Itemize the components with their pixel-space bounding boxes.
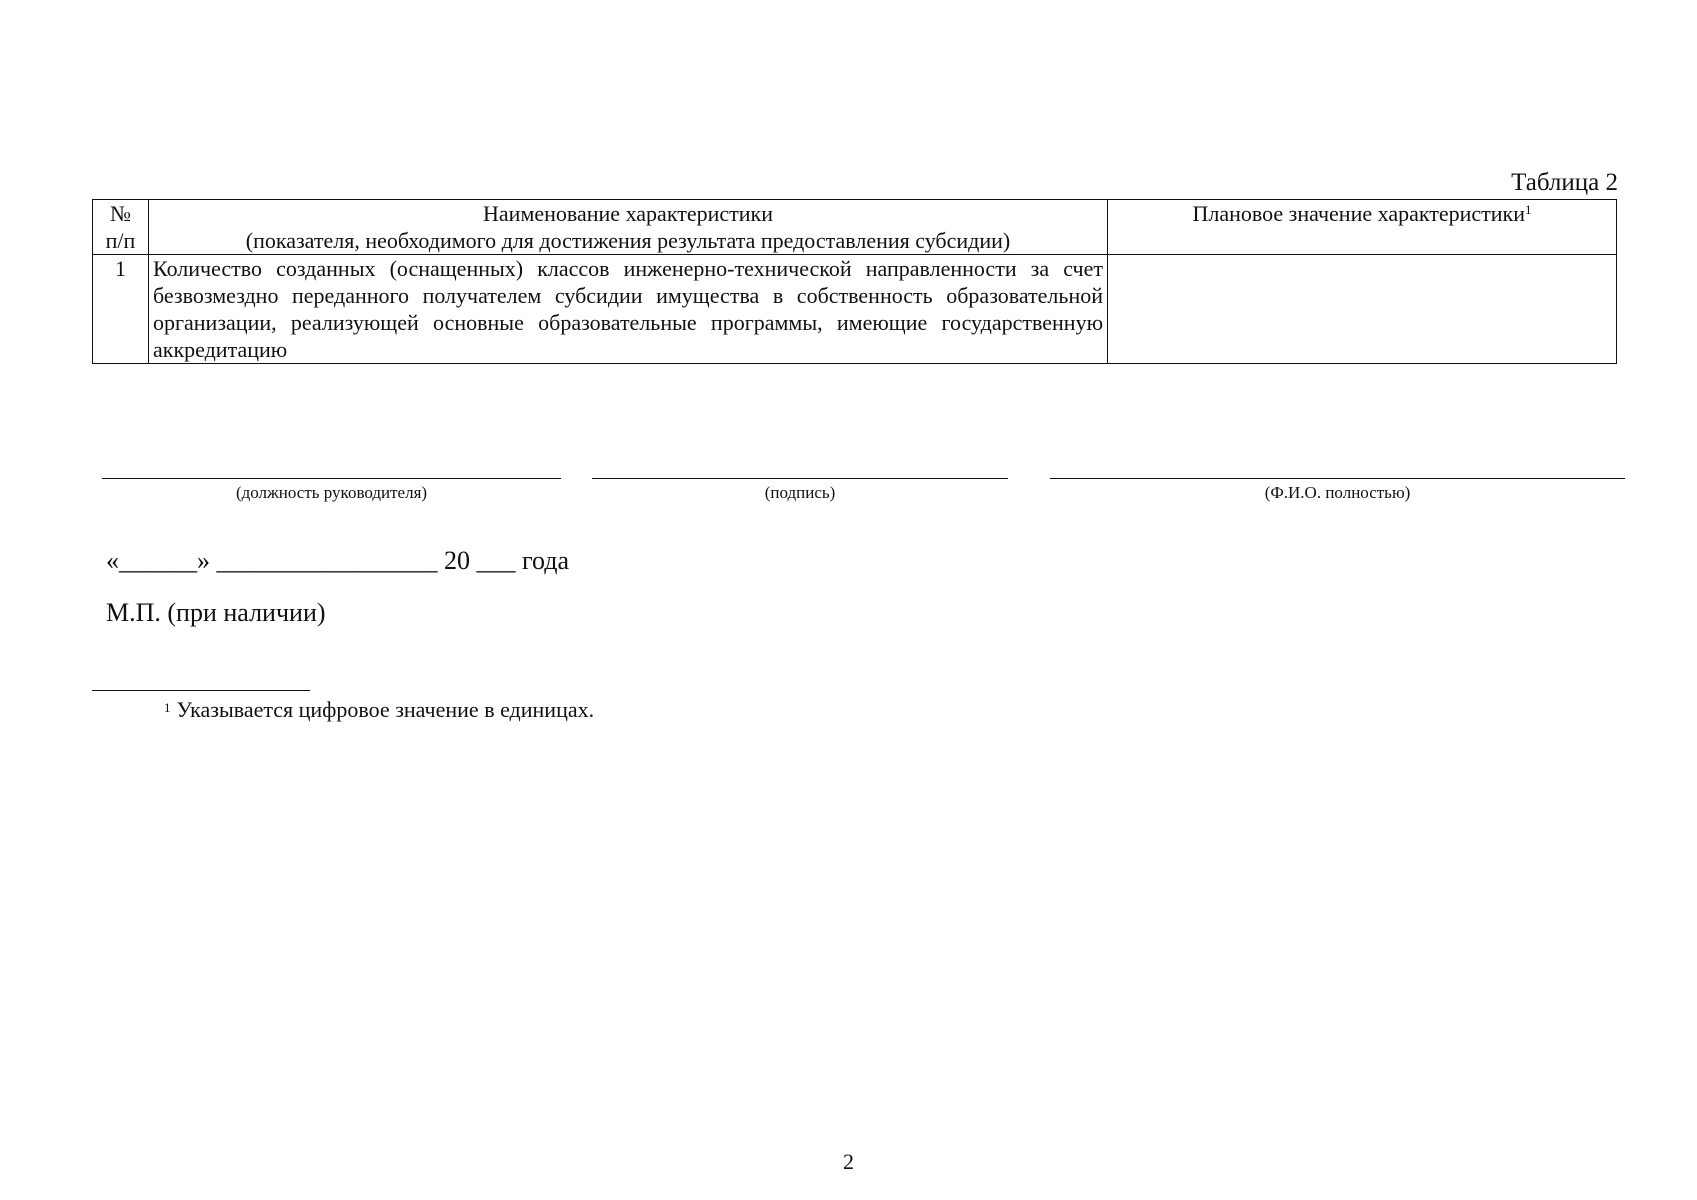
header-name-line2: (показателя, необходимого для достижения результата предоставления субсидии) [245, 228, 1011, 253]
name-label: (Ф.И.О. полностью) [1264, 483, 1411, 502]
signature-line [592, 478, 1008, 479]
row-num: 1 [93, 255, 149, 364]
footnote-mark: 1 [164, 700, 171, 715]
header-value [1108, 200, 1617, 255]
page-number: 2 [843, 1149, 854, 1174]
header-value-footnote-mark: 1 [1525, 202, 1532, 217]
table-header-row [93, 200, 1617, 255]
row-value [1108, 255, 1617, 364]
position-label: (должность руководителя) [235, 483, 428, 502]
characteristics-table [92, 199, 1617, 364]
name-signature-line [1050, 478, 1625, 479]
position-signature-line [102, 478, 561, 479]
seal-text: М.П. (при наличии) [106, 598, 326, 627]
row-name: Количество созданных (оснащенных) классов инженерно-технической направленности за счет безвозмездно переданного получателем субсидии имущества в собственность образовательной организации, реализующей основные образовательные программы, имеющие государственную аккредитацию [149, 255, 1108, 364]
header-num [93, 200, 149, 255]
header-value-text: Плановое значение характеристики [1192, 201, 1526, 226]
date-line: «______» _________________ 20 ___ года [106, 546, 570, 575]
table-caption: Таблица 2 [1511, 169, 1618, 196]
table-row [93, 255, 1617, 364]
header-num-line1: № [110, 201, 131, 226]
footnote-rule [92, 690, 310, 691]
footnote-text: Указывается цифровое значение в единицах. [176, 697, 595, 722]
header-name-line1: Наименование характеристики [483, 201, 773, 226]
header-name [149, 200, 1108, 255]
header-num-line2: п/п [105, 228, 136, 253]
signature-label: (подпись) [764, 483, 836, 502]
footnote [164, 696, 594, 724]
